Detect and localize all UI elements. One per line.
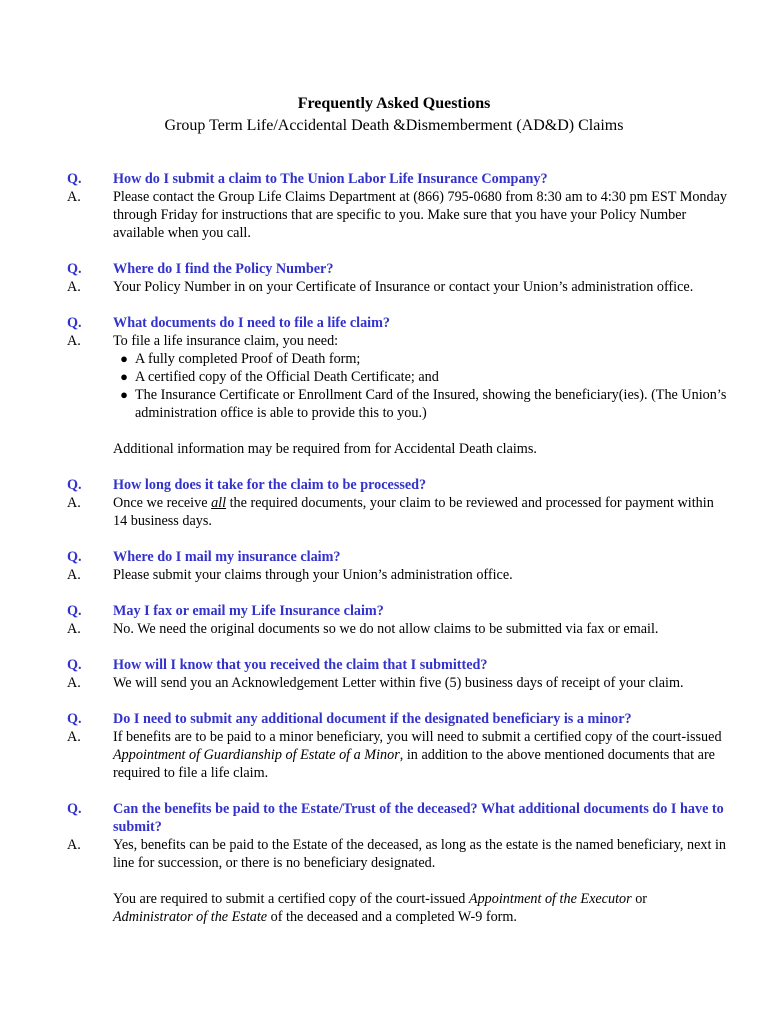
answer-label: A. <box>67 837 81 853</box>
answer-row <box>67 494 727 530</box>
answer-text: Please contact the Group Life Claims Department at (866) 795-0680 from 8:30 am to 4:30 pm EST Monday through Friday for instructions that are specific to you. Make sure that you have your Policy Number available when you call. <box>113 189 728 241</box>
answer-row <box>67 674 727 692</box>
answer-text: Please submit your claims through your Union’s administration office. <box>113 567 513 583</box>
question-text: How long does it take for the claim to be processed? <box>113 477 427 493</box>
question-text: Where do I mail my insurance claim? <box>113 549 341 565</box>
answer-row <box>67 620 727 638</box>
answer-label: A. <box>67 567 81 583</box>
answer-note <box>67 890 727 926</box>
page-title: Frequently Asked Questions <box>297 95 491 112</box>
question-text: How will I know that you received the claim that I submitted? <box>113 657 488 673</box>
answer-text <box>113 728 727 782</box>
faq-item <box>67 656 727 692</box>
question-label: Q. <box>67 171 82 187</box>
faq-item <box>67 170 727 242</box>
answer-row <box>67 728 727 782</box>
answer-text-part: You are required to submit a certified copy of the court-issued <box>113 891 469 907</box>
bullet-icon: ● <box>120 351 128 366</box>
bullet-item <box>113 350 727 368</box>
answer-text: To file a life insurance claim, you need: <box>113 333 339 349</box>
answer-text-part: the required documents, your claim to be reviewed and processed for payment within 14 business days. <box>113 495 714 529</box>
bullet-icon: ● <box>120 369 128 384</box>
answer-text-part: or <box>631 891 648 907</box>
answer-label: A. <box>67 189 81 205</box>
faq-item <box>67 710 727 782</box>
bullet-text: A certified copy of the Official Death Certificate; and <box>135 369 439 385</box>
page-subtitle: Group Term Life/Accidental Death &Dismemberment (AD&D) Claims <box>164 117 624 134</box>
answer-emphasis: Appointment of Guardianship of Estate of a Minor <box>113 747 400 763</box>
answer-label: A. <box>67 279 81 295</box>
question-row <box>67 314 727 332</box>
question-row <box>67 170 727 188</box>
question-row <box>67 602 727 620</box>
answer-text: No. We need the original documents so we do not allow claims to be submitted via fax or email. <box>113 621 659 637</box>
answer-row <box>67 836 727 872</box>
faq-item <box>67 260 727 296</box>
question-row <box>67 710 727 728</box>
question-row <box>67 476 727 494</box>
question-label: Q. <box>67 603 82 619</box>
faq-item <box>67 548 727 584</box>
answer-emphasis: all <box>211 495 227 511</box>
question-text: Do I need to submit any additional document if the designated beneficiary is a minor? <box>113 711 632 727</box>
question-label: Q. <box>67 711 82 727</box>
faq-item <box>67 602 727 638</box>
answer-note: Additional information may be required from for Accidental Death claims. <box>113 441 537 457</box>
question-label: Q. <box>67 315 82 331</box>
question-label: Q. <box>67 801 82 817</box>
answer-label: A. <box>67 675 81 691</box>
question-label: Q. <box>67 261 82 277</box>
answer-text-part: Once we receive <box>113 495 212 511</box>
question-row <box>67 548 727 566</box>
question-text: What documents do I need to file a life claim? <box>113 315 391 331</box>
question-label: Q. <box>67 657 82 673</box>
bullet-text: The Insurance Certificate or Enrollment Card of the Insured, showing the beneficiary(ies). (The Union’s administration office is able to provide this to you.) <box>135 387 727 421</box>
answer-row <box>67 278 727 296</box>
answer-text: Yes, benefits can be paid to the Estate of the deceased, as long as the estate is the named beneficiary, next in line for succession, or there is no beneficiary designated. <box>113 837 727 871</box>
question-row <box>67 656 727 674</box>
answer-row <box>67 188 727 242</box>
bullet-item <box>113 368 727 386</box>
answer-emphasis: Administrator of the Estate <box>113 909 268 925</box>
answer-row <box>67 566 727 584</box>
bullet-icon: ● <box>120 387 128 402</box>
answer-text-part: If benefits are to be paid to a minor beneficiary, you will need to submit a certified copy of the court-issued <box>113 729 722 745</box>
faq-item <box>67 314 727 458</box>
question-text: Can the benefits be paid to the Estate/Trust of the deceased? What additional documents do I have to submit? <box>113 801 724 835</box>
question-row <box>67 800 727 836</box>
bullet-item <box>113 386 727 422</box>
answer-label: A. <box>67 729 81 745</box>
answer-emphasis: Appointment of the Executor <box>468 891 632 907</box>
answer-text: We will send you an Acknowledgement Letter within five (5) business days of receipt of your claim. <box>113 675 684 691</box>
question-text: How do I submit a claim to The Union Labor Life Insurance Company? <box>113 171 548 187</box>
faq-item <box>67 800 727 926</box>
answer-text-part: , in addition to the above mentioned documents that are required to file a life claim. <box>113 747 715 781</box>
question-text: May I fax or email my Life Insurance claim? <box>113 603 384 619</box>
question-text: Where do I find the Policy Number? <box>113 261 334 277</box>
answer-text-part: of the deceased and a completed W-9 form. <box>267 909 517 925</box>
question-row <box>67 260 727 278</box>
answer-label: A. <box>67 333 81 349</box>
question-label: Q. <box>67 549 82 565</box>
question-label: Q. <box>67 477 82 493</box>
faq-item <box>67 476 727 530</box>
answer-text <box>113 494 727 530</box>
answer-label: A. <box>67 621 81 637</box>
answer-text: Your Policy Number in on your Certificate of Insurance or contact your Union’s administration office. <box>113 279 694 295</box>
bullet-text: A fully completed Proof of Death form; <box>135 351 361 367</box>
answer-label: A. <box>67 495 81 511</box>
bullet-list <box>67 350 727 422</box>
answer-row <box>67 332 727 350</box>
faq-list <box>67 170 727 926</box>
